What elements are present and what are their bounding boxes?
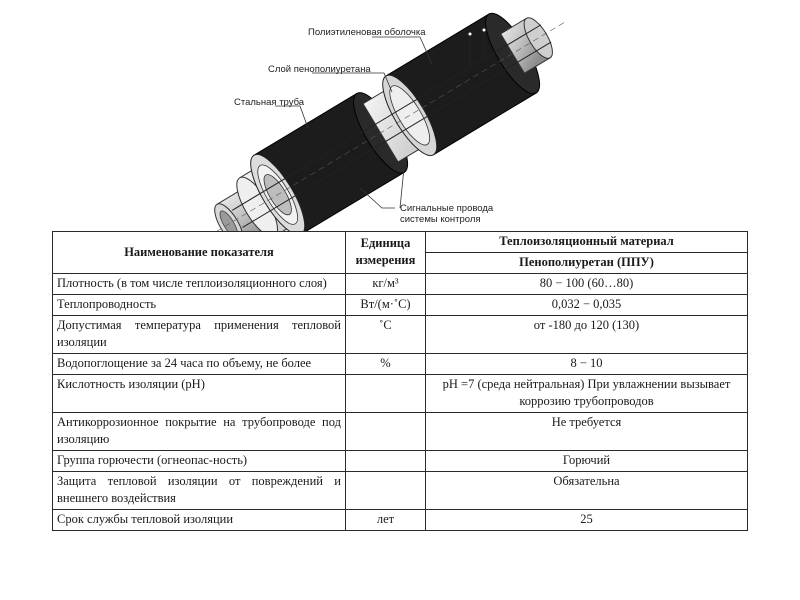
row-name: Теплопроводность: [53, 295, 346, 316]
row-name: Кислотность изоляции (pH): [53, 375, 346, 413]
header-material: Теплоизоляционный материал: [426, 232, 748, 253]
row-value: от -180 до 120 (130): [426, 316, 748, 354]
row-value: pH =7 (среда нейтральная) При увлажнении вызывает коррозию трубопроводов: [426, 375, 748, 413]
row-unit: %: [346, 354, 426, 375]
row-unit: [346, 451, 426, 472]
table-row: [53, 413, 748, 451]
table-row: [53, 354, 748, 375]
pipe-diagram: [0, 0, 800, 232]
row-name: Защита тепловой изоляции от повреждений и внешнего воздействия: [53, 472, 346, 510]
row-name: Группа горючести (огнеопас-ность): [53, 451, 346, 472]
table-row: [53, 510, 748, 531]
row-value: 25: [426, 510, 748, 531]
row-unit: лет: [346, 510, 426, 531]
row-unit: ˚С: [346, 316, 426, 354]
header-unit: Единица измерения: [346, 232, 426, 274]
table-header-row: [53, 232, 748, 253]
label-signal-wires-2: системы контроля: [400, 214, 481, 225]
header-ppu: Пенополиуретан (ППУ): [426, 253, 748, 274]
row-value: 80 − 100 (60…80): [426, 274, 748, 295]
row-value: 8 − 10: [426, 354, 748, 375]
row-value: Обязательна: [426, 472, 748, 510]
row-name: Срок службы тепловой изоляции: [53, 510, 346, 531]
row-name: Антикоррозионное покрытие на трубопроводе под изоляцию: [53, 413, 346, 451]
row-unit: кг/м³: [346, 274, 426, 295]
table-row: [53, 451, 748, 472]
row-name: Водопоглощение за 24 часа по объему, не более: [53, 354, 346, 375]
row-unit: [346, 375, 426, 413]
table-row: [53, 375, 748, 413]
label-signal-wires-1: Сигнальные провода: [400, 203, 494, 214]
label-polyethylene-shell: Полиэтиленовая оболочка: [308, 27, 426, 38]
row-unit: Вт/(м·˚С): [346, 295, 426, 316]
table-row: [53, 472, 748, 510]
row-value: 0,032 − 0,035: [426, 295, 748, 316]
row-unit: [346, 413, 426, 451]
label-steel-pipe: Стальная труба: [234, 97, 305, 108]
row-name: Плотность (в том числе теплоизоляционного слоя): [53, 274, 346, 295]
table-row: [53, 316, 748, 354]
row-value: Не требуется: [426, 413, 748, 451]
table-row: [53, 295, 748, 316]
row-unit: [346, 472, 426, 510]
label-polyurethane-layer: Слой пенополиуретана: [268, 64, 371, 75]
row-value: Горючий: [426, 451, 748, 472]
row-name: Допустимая температура применения тепловой изоляции: [53, 316, 346, 354]
table-row: [53, 274, 748, 295]
specifications-table: [52, 231, 748, 531]
header-indicator-name: Наименование показателя: [53, 232, 346, 274]
